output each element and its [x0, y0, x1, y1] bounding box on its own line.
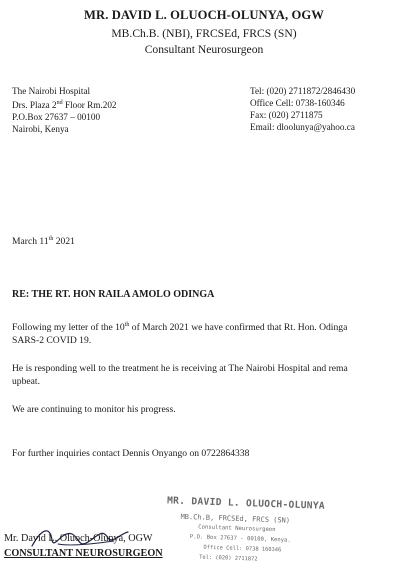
paragraph-2-line-1: He is responding well to the treatment he is receiving at The Nairobi Hospital and rema [12, 363, 348, 374]
letterhead-name: MR. DAVID L. OLUOCH-OLUNYA, OGW [84, 8, 324, 22]
address-hospital: The Nairobi Hospital [12, 86, 91, 96]
letterhead-qualifications: MB.Ch.B. (NBI), FRCSEd, FRCS (SN) [111, 27, 297, 40]
paragraph-1-line-1: Following my letter of the 10th of March 2021 we have confirmed that Rt. Hon. Odinga [12, 322, 348, 334]
contact-office-cell: Office Cell: 0738-160346 [250, 98, 345, 108]
official-stamp [159, 491, 327, 575]
paragraph-3: We are continuing to monitor his progress. [12, 404, 176, 415]
stamp-tel: Tel: (020) 2711872 [199, 554, 258, 563]
letter-date: March 11th 2021 [12, 236, 75, 248]
address-building: Drs. Plaza 2nd Floor Rm.202 [12, 100, 117, 111]
signatory-name: Mr. David L. Oluoch-Olunya, OGW [4, 533, 153, 544]
address-pobox: P.O.Box 27637 – 00100 [12, 112, 101, 123]
stamp-name: MR. DAVID L. OLUOCH-OLUNYA [166, 495, 326, 512]
stamp-address: P.O. Box 27637 - 00100, Kenya. [189, 534, 291, 544]
contact-tel: Tel: (020) 2711872/2846430 [250, 86, 356, 96]
paragraph-2-line-2: upbeat. [12, 376, 40, 387]
signatory-title: CONSULTANT NEUROSURGEON [4, 548, 163, 559]
letter-subject: RE: THE RT. HON RAILA AMOLO ODINGA [12, 289, 215, 300]
stamp-cell: Office Cell: 0738 160346 [203, 544, 282, 554]
address-city: Nairobi, Kenya [12, 124, 69, 135]
address-left [12, 85, 117, 135]
contact-fax: Fax: (020) 2711875 [250, 110, 323, 120]
address-right [250, 85, 355, 133]
stamp-title: Consultant Neurosurgeon [198, 524, 276, 534]
letterhead-title: Consultant Neurosurgeon [144, 43, 264, 56]
paragraph-4: For further inquiries contact Dennis Onyango on 0722864338 [12, 448, 250, 459]
contact-email: Email: dloolunya@yahoo.ca [250, 122, 355, 132]
paragraph-1-line-2: SARS-2 COVID 19. [12, 335, 92, 346]
stamp-qualifications: MB.Ch.B, FRCSEd, FRCS (SN) [180, 512, 291, 525]
